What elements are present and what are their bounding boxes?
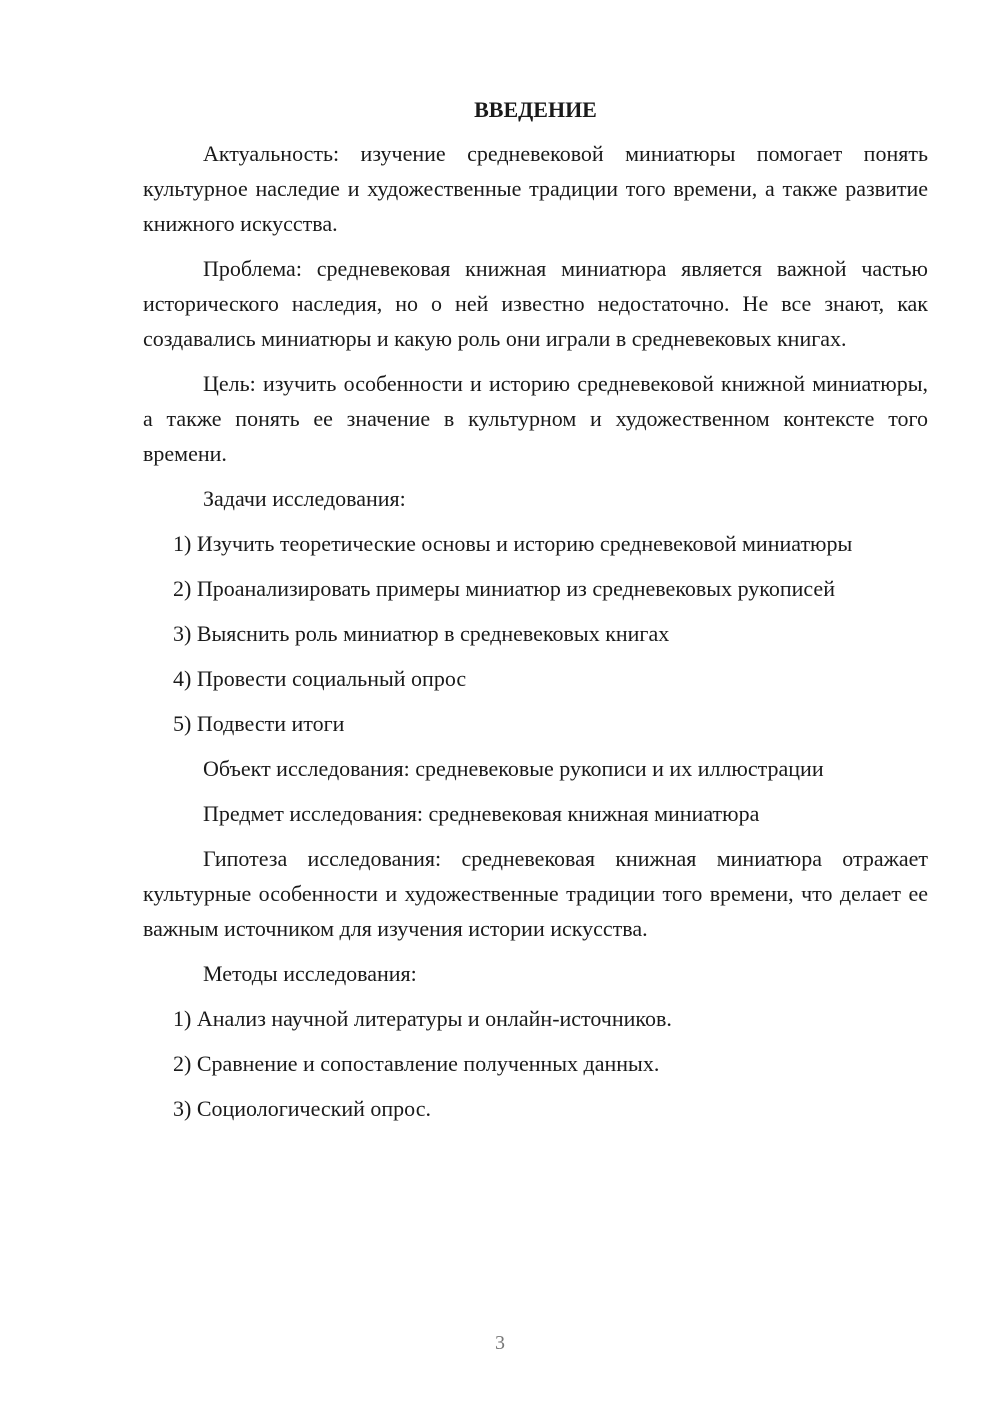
problem-paragraph: Проблема: средневековая книжная миниатюра является важной частью исторического наследия, но о ней известно недостаточно. Не все знают, как создавались миниатюры и какую роль они играли в средневековых книгах. (143, 256, 928, 351)
task-item: 3) Выяснить роль миниатюр в средневековых книгах (173, 621, 670, 646)
task-item: 4) Провести социальный опрос (173, 666, 467, 691)
goal-paragraph: Цель: изучить особенности и историю средневековой книжной миниатюры, а также понять ее значение в культурном и художественном контексте того времени. (143, 371, 928, 466)
task-item: 2) Проанализировать примеры миниатюр из средневековых рукописей (173, 576, 835, 601)
method-item: 2) Сравнение и сопоставление полученных данных. (173, 1051, 660, 1076)
task-item: 5) Подвести итоги (173, 711, 345, 736)
task-item: 1) Изучить теоретические основы и историю средневековой миниатюры (173, 531, 853, 556)
relevance-paragraph: Актуальность: изучение средневековой миниатюры помогает понять культурное наследие и художественные традиции того времени, а также развитие книжного искусства. (143, 141, 928, 236)
page-content (143, 92, 928, 1136)
method-item: 3) Социологический опрос. (173, 1096, 431, 1121)
method-item: 1) Анализ научной литературы и онлайн-источников. (173, 1006, 672, 1031)
tasks-heading: Задачи исследования: (203, 486, 406, 511)
section-title: ВВЕДЕНИЕ (474, 97, 597, 122)
subject-paragraph: Предмет исследования: средневековая книжная миниатюра (203, 801, 760, 826)
hypothesis-paragraph: Гипотеза исследования: средневековая книжная миниатюра отражает культурные особенности и художественные традиции того времени, что делает ее важным источником для изучения истории искусства. (143, 846, 928, 941)
methods-heading: Методы исследования: (203, 961, 417, 986)
page-number: 3 (495, 1332, 505, 1354)
object-paragraph: Объект исследования: средневековые рукописи и их иллюстрации (203, 756, 824, 781)
